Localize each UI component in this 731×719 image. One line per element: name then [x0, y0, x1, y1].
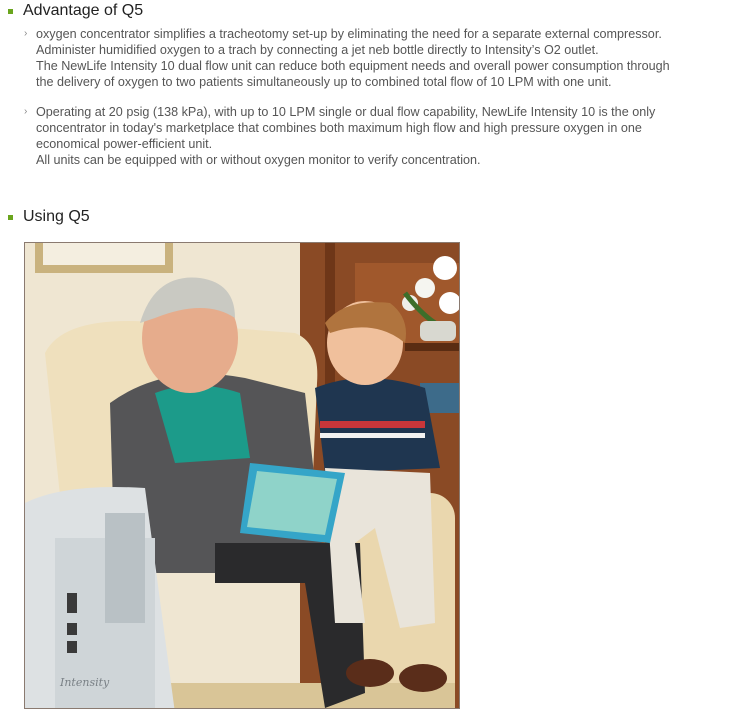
paragraph-tracheotomy	[24, 26, 724, 90]
paragraph-line: the delivery of oxygen to two patients simultaneously up to combined total flow of 10 LPM with one unit.	[36, 75, 612, 89]
paragraph-line: Administer humidified oxygen to a trach by connecting a jet neb bottle directly to Intensity’s O2 outlet.	[36, 43, 599, 57]
chevron-right-icon: ›	[24, 106, 28, 117]
paragraph-line: Operating at 20 psig (138 kPa), with up to 10 LPM single or dual flow capability, NewLife Intensity 10 is the only	[36, 105, 656, 119]
heading-text: Advantage of Q5	[23, 2, 144, 19]
paragraph-line: economical power-efficient unit.	[36, 137, 213, 151]
heading-text: Using Q5	[23, 208, 90, 225]
photo-illustration	[25, 243, 459, 708]
paragraph-line: The NewLife Intensity 10 dual flow unit can reduce both equipment needs and overall power consumption through	[36, 59, 670, 73]
paragraph-line: concentrator in today's marketplace that combines both maximum high flow and high pressure oxygen in one	[36, 121, 642, 135]
bullet-icon	[8, 215, 13, 220]
paragraph-line: oxygen concentrator simplifies a tracheotomy set-up by eliminating the need for a separate external compressor.	[36, 27, 662, 41]
paragraph-line: All units can be equipped with or without oxygen monitor to verify concentration.	[36, 153, 481, 167]
chevron-right-icon: ›	[24, 28, 28, 39]
section-heading-advantage	[8, 2, 143, 20]
paragraph-operating	[24, 104, 724, 168]
section-heading-using	[8, 208, 90, 226]
device-label: Intensity	[60, 676, 110, 689]
product-photo	[24, 242, 460, 709]
bullet-icon	[8, 9, 13, 14]
